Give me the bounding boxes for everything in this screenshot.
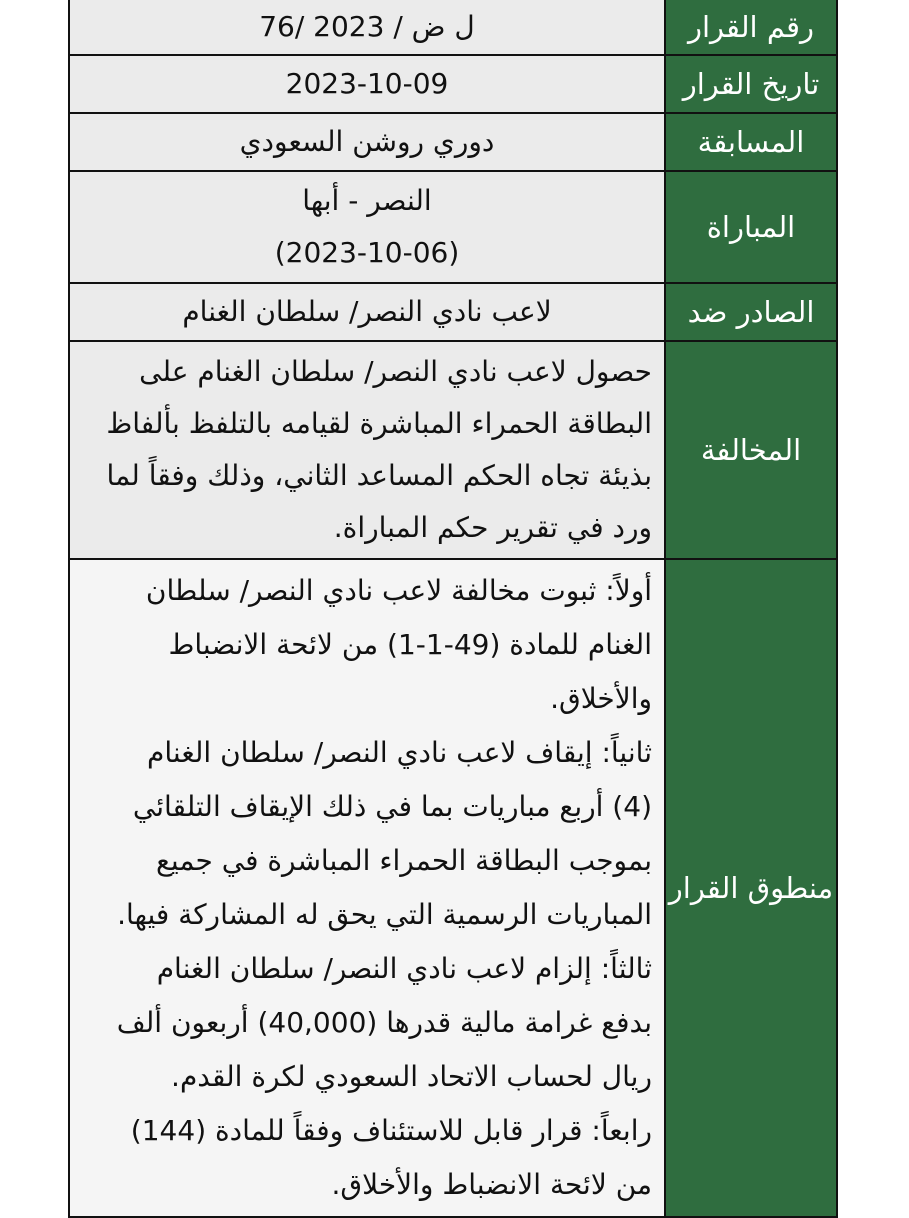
label-decision-date: تاريخ القرار: [665, 55, 837, 113]
value-verdict: [69, 559, 665, 1217]
match-teams: النصر - أبها: [302, 184, 432, 217]
verdict-line: الغنام للمادة (49-1-1) من لائحة الانضباط: [168, 628, 652, 661]
verdict-line: والأخلاق.: [550, 682, 652, 715]
value-violation: [69, 341, 665, 559]
violation-line: حصول لاعب نادي النصر/ سلطان الغنام على: [139, 355, 652, 388]
row-violation: [69, 341, 837, 559]
verdict-line: ثالثاً: إلزام لاعب نادي النصر/ سلطان الغنام: [156, 952, 652, 985]
row-decision-date: [69, 55, 837, 113]
row-issued-against: [69, 283, 837, 341]
decision-table: [68, 0, 838, 1218]
row-match: [69, 171, 837, 283]
label-verdict: منطوق القرار: [665, 559, 837, 1217]
decision-date-text: 2023-10-09: [285, 67, 449, 100]
value-decision-date: [69, 55, 665, 113]
value-match: [69, 171, 665, 283]
verdict-line: ريال لحساب الاتحاد السعودي لكرة القدم.: [171, 1060, 652, 1093]
violation-line: ورد في تقرير حكم المباراة.: [333, 511, 652, 544]
verdict-line: أولاً: ثبوت مخالفة لاعب نادي النصر/ سلطان: [145, 574, 652, 607]
violation-line: بذيئة تجاه الحكم المساعد الثاني، وذلك وفقاً لما: [106, 459, 652, 492]
value-decision-number: [69, 0, 665, 55]
label-competition: المسابقة: [665, 113, 837, 171]
verdict-line: من لائحة الانضباط والأخلاق.: [331, 1168, 652, 1201]
label-match: المباراة: [665, 171, 837, 283]
decision-number-text: 76/ ل ض / 2023: [259, 10, 475, 43]
verdict-line: (4) أربع مباريات بما في ذلك الإيقاف التلقائي: [132, 790, 652, 823]
verdict-line: بدفع غرامة مالية قدرها (40,000) أربعون ألف: [116, 1006, 652, 1039]
match-date: (2023-10-06): [274, 236, 460, 269]
verdict-line: ثانياً: إيقاف لاعب نادي النصر/ سلطان الغنام: [147, 736, 652, 769]
verdict-line: المباريات الرسمية التي يحق له المشاركة فيها.: [117, 898, 652, 931]
row-verdict: [69, 559, 837, 1217]
violation-line: البطاقة الحمراء المباشرة لقيامه بالتلفظ بألفاظ: [106, 407, 652, 440]
row-competition: [69, 113, 837, 171]
value-competition: دوري روشن السعودي: [69, 113, 665, 171]
row-decision-number: [69, 0, 837, 55]
value-issued-against: لاعب نادي النصر/ سلطان الغنام: [69, 283, 665, 341]
verdict-line: رابعاً: قرار قابل للاستئناف وفقاً للمادة (144): [130, 1114, 652, 1147]
label-issued-against: الصادر ضد: [665, 283, 837, 341]
label-decision-number: رقم القرار: [665, 0, 837, 55]
verdict-line: بموجب البطاقة الحمراء المباشرة في جميع: [155, 844, 652, 877]
label-violation: المخالفة: [665, 341, 837, 559]
